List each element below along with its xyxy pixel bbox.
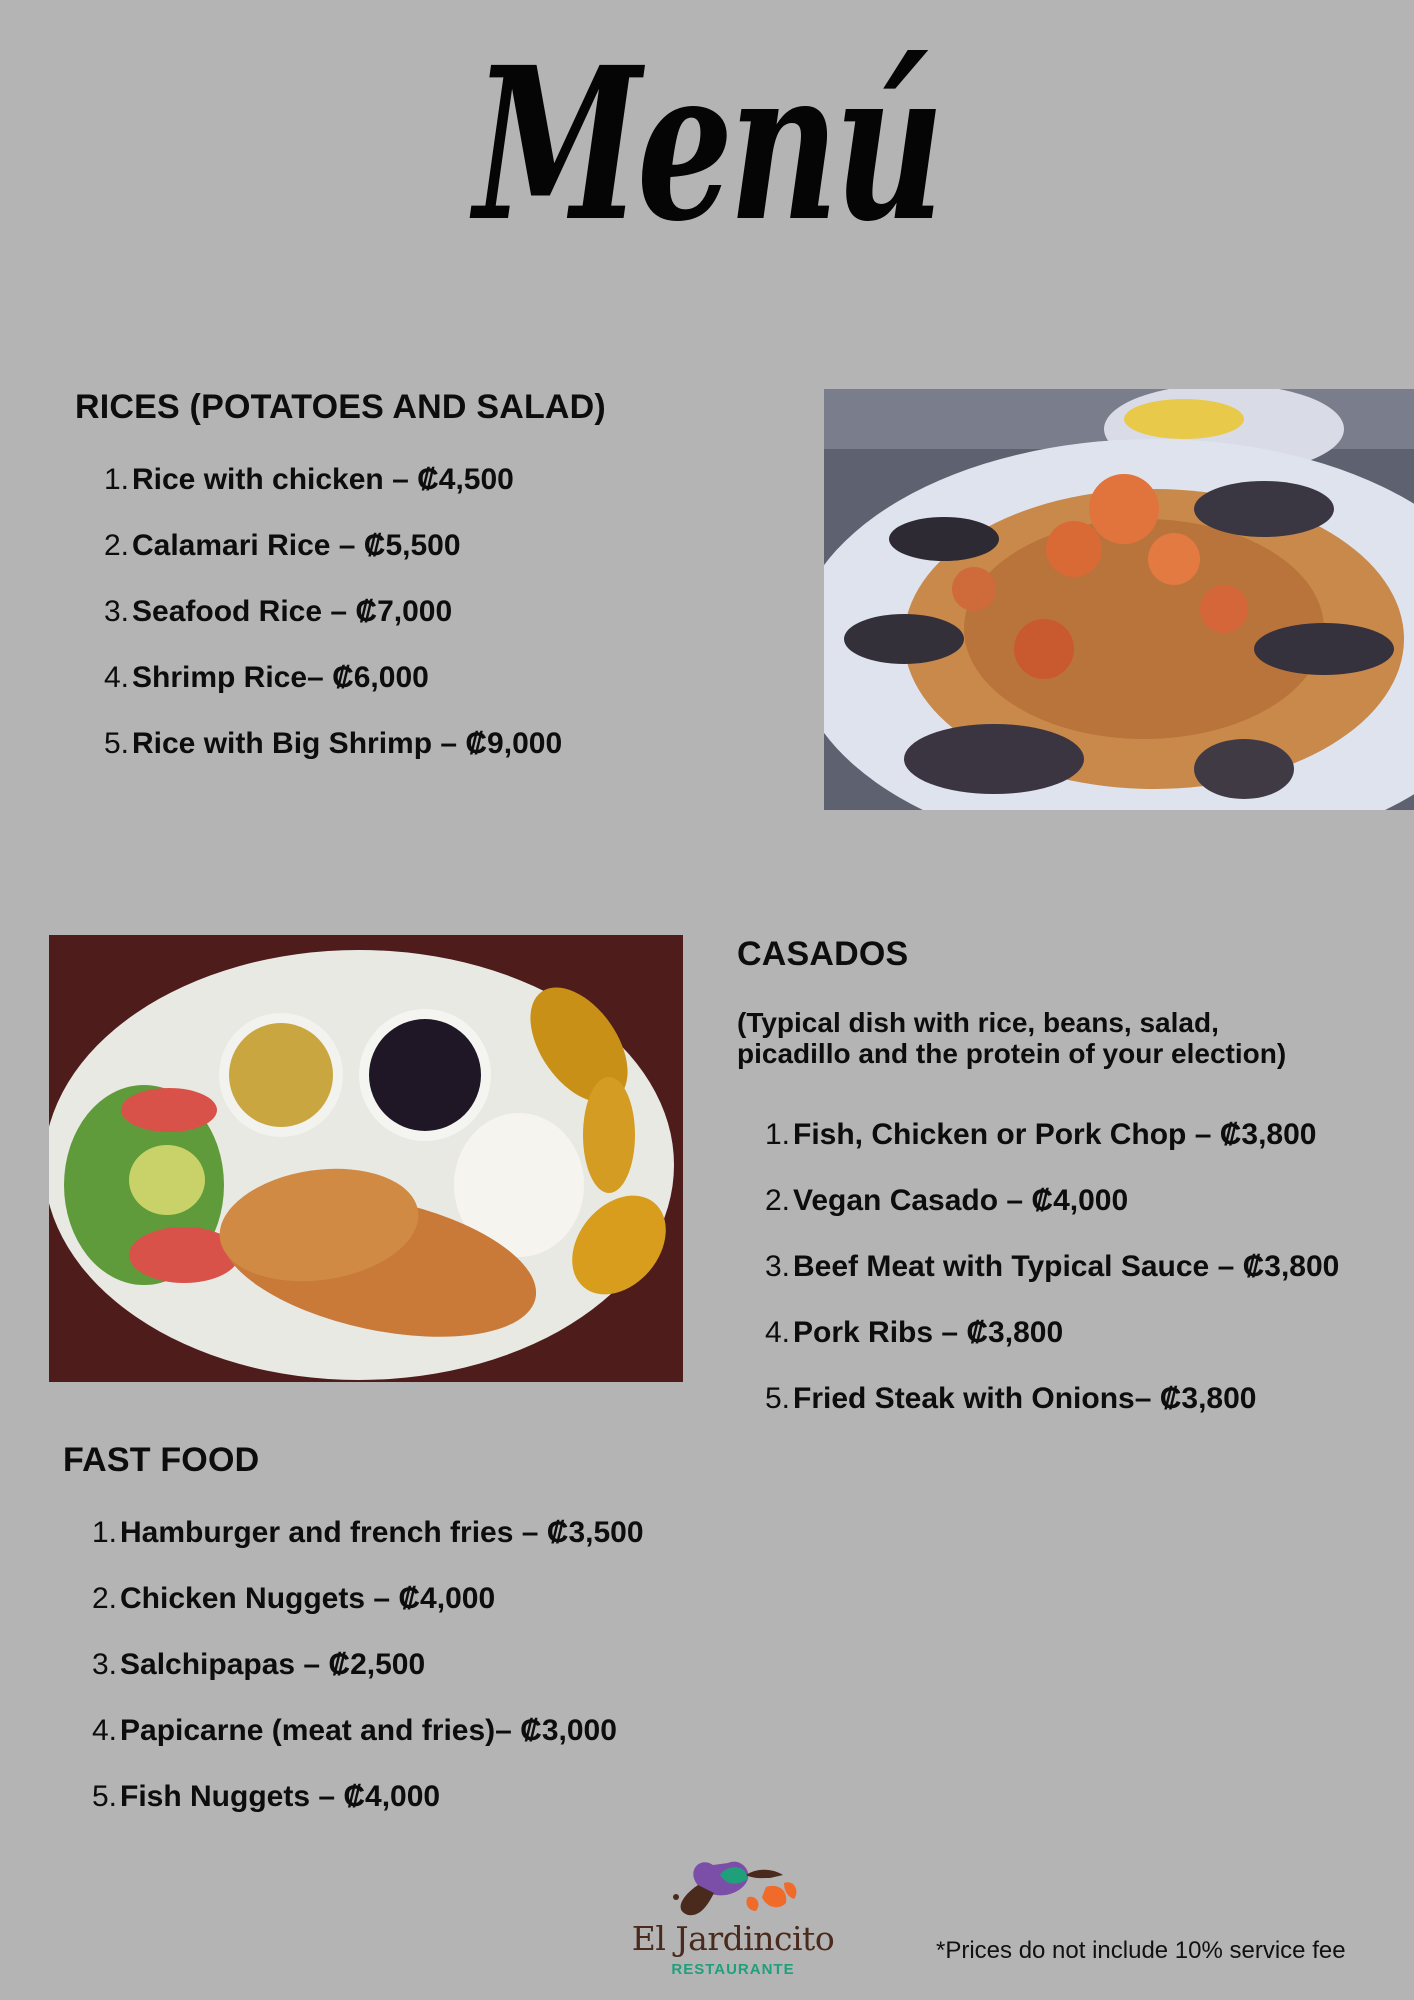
logo-tagline: RESTAURANTE bbox=[671, 1961, 795, 1978]
casados-subtitle-line-2: picadillo and the protein of your election) bbox=[737, 1038, 1287, 1069]
hummingbird-icon bbox=[628, 1845, 838, 1921]
list-item: 3. Seafood Rice – ₡7,000 bbox=[103, 595, 453, 628]
list-item: 5. Rice with Big Shrimp – ₡9,000 bbox=[103, 727, 563, 760]
restaurant-logo bbox=[628, 1845, 838, 1985]
list-item: 2. Vegan Casado – ₡4,000 bbox=[764, 1184, 1129, 1217]
casados-list bbox=[764, 1115, 1340, 1445]
rices-list bbox=[103, 460, 563, 790]
list-item: 1. Fish, Chicken or Pork Chop – ₡3,800 bbox=[764, 1118, 1317, 1151]
list-item: 3. Salchipapas – ₡2,500 bbox=[91, 1648, 426, 1681]
rices-section-title: RICES (POTATOES AND SALAD) bbox=[75, 388, 606, 426]
seafood-rice-photo bbox=[824, 389, 1414, 810]
casados-section-title: CASADOS bbox=[737, 935, 909, 973]
list-item: 5. Fried Steak with Onions– ₡3,800 bbox=[764, 1382, 1257, 1415]
list-item: 2. Calamari Rice – ₡5,500 bbox=[103, 529, 461, 562]
service-fee-note: *Prices do not include 10% service fee bbox=[936, 1937, 1346, 1964]
fast-food-section-title: FAST FOOD bbox=[63, 1441, 260, 1479]
fast-food-list bbox=[91, 1513, 644, 1843]
logo-name: El Jardincito bbox=[631, 1919, 835, 1958]
list-item: 5. Fish Nuggets – ₡4,000 bbox=[91, 1780, 441, 1813]
list-item: 3. Beef Meat with Typical Sauce – ₡3,800 bbox=[764, 1250, 1340, 1283]
menu-title: Menú bbox=[473, 21, 941, 268]
casados-subtitle-line-1: (Typical dish with rice, beans, salad, bbox=[737, 1007, 1219, 1038]
list-item: 1. Rice with chicken – ₡4,500 bbox=[103, 463, 514, 496]
list-item: 4. Shrimp Rice– ₡6,000 bbox=[103, 661, 429, 694]
list-item: 4. Pork Ribs – ₡3,800 bbox=[764, 1316, 1064, 1349]
list-item: 1. Hamburger and french fries – ₡3,500 bbox=[91, 1516, 644, 1549]
casado-photo bbox=[49, 935, 683, 1382]
list-item: 2. Chicken Nuggets – ₡4,000 bbox=[91, 1582, 496, 1615]
list-item: 4. Papicarne (meat and fries)– ₡3,000 bbox=[91, 1714, 617, 1747]
casados-subtitle bbox=[737, 1007, 1286, 1069]
